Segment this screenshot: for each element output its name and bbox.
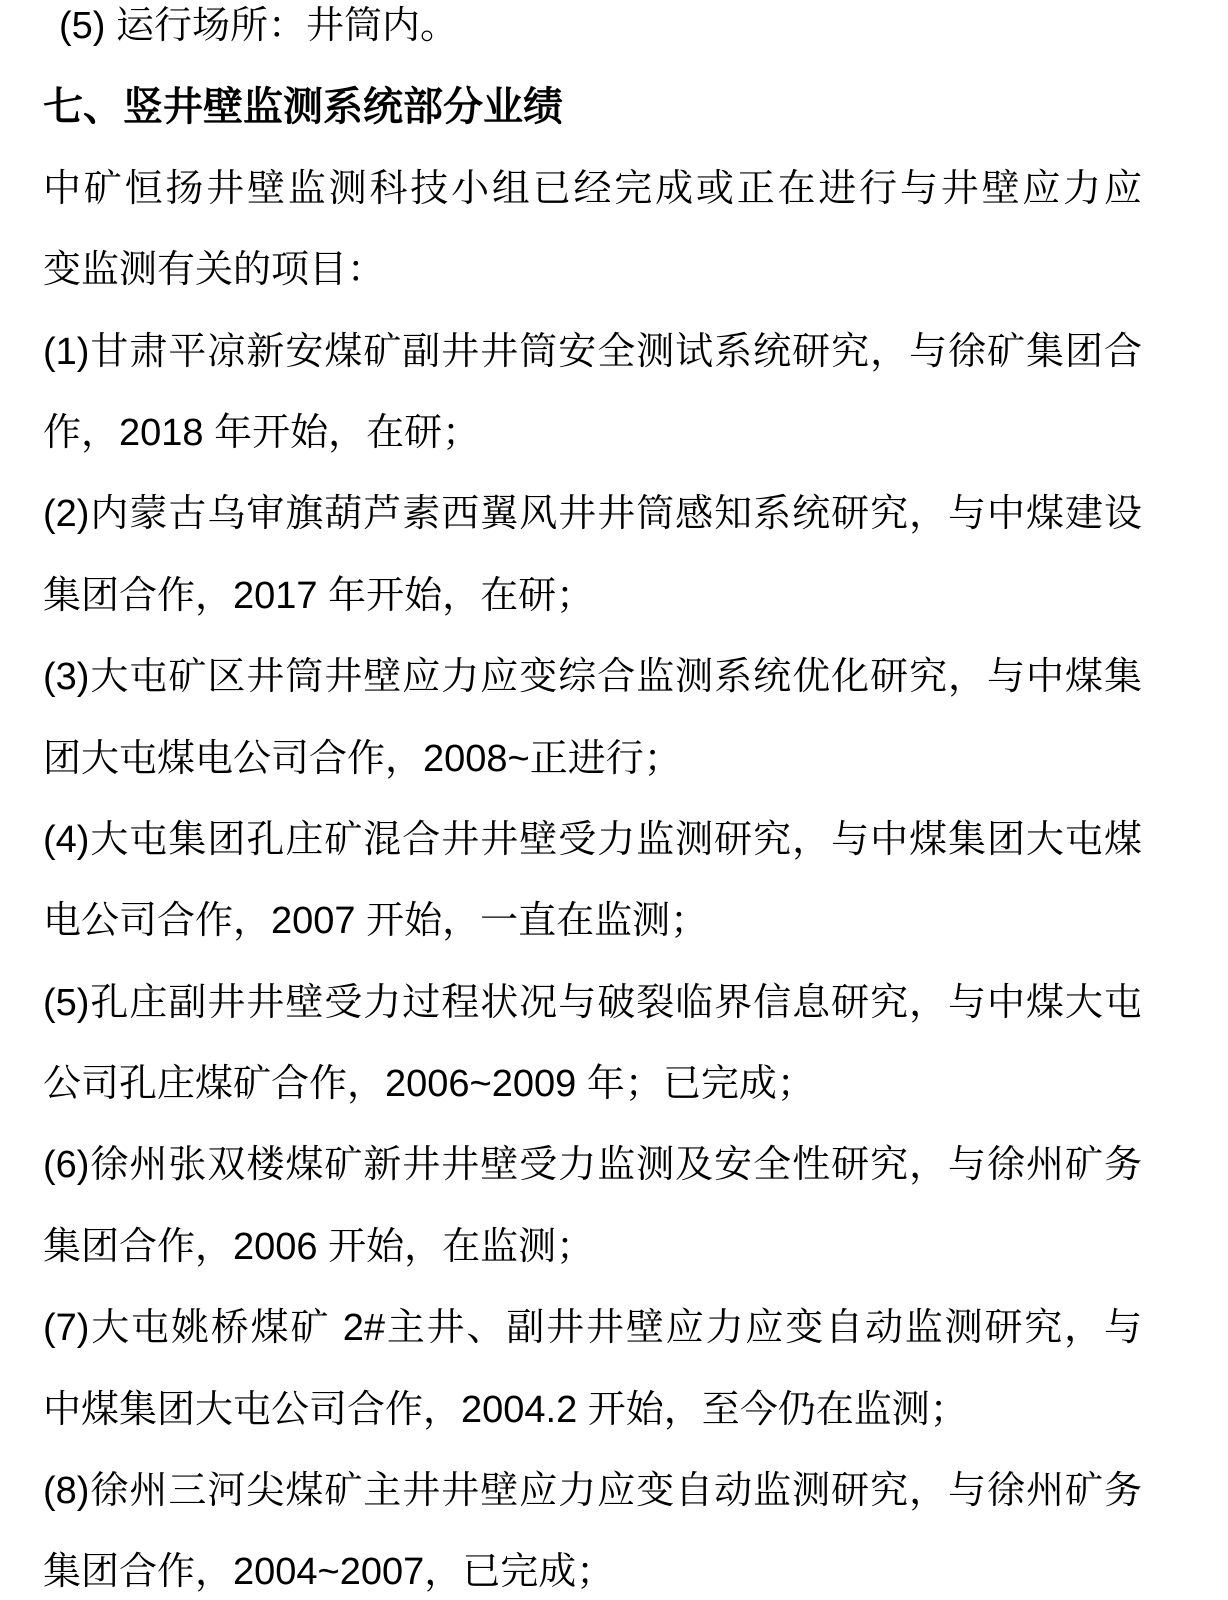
section-heading: 七、竖井壁监测系统部分业绩 xyxy=(43,85,563,130)
project-1-line-1: (1)甘肃平凉新安煤矿副井井筒安全测试系统研究，与徐矿集团合 xyxy=(43,330,1142,373)
project-3-line-2: 团大屯煤电公司合作，2008~正进行； xyxy=(43,737,682,780)
project-7-line-1: (7)大屯姚桥煤矿 2#主井、副井井壁应力应变自动监测研究，与 xyxy=(43,1307,1142,1350)
project-6-line-1: (6)徐州张双楼煤矿新井井壁受力监测及安全性研究，与徐州矿务 xyxy=(43,1144,1142,1187)
project-4-line-2: 电公司合作，2007 开始，一直在监测； xyxy=(43,900,709,943)
project-1-line-2: 作，2018 年开始，在研； xyxy=(43,411,481,454)
project-3-line-1: (3)大屯矿区井筒井壁应力应变综合监测系统优化研究，与中煤集 xyxy=(43,656,1142,699)
project-8-line-1: (8)徐州三河尖煤矿主井井壁应力应变自动监测研究，与徐州矿务 xyxy=(43,1470,1142,1513)
intro-paragraph-line-2: 变监测有关的项目： xyxy=(43,249,386,292)
project-5-line-2: 公司孔庄煤矿合作，2006~2009 年；已完成； xyxy=(43,1063,815,1106)
project-2-line-1: (2)内蒙古乌审旗葫芦素西翼风井井筒感知系统研究，与中煤建设 xyxy=(43,493,1142,536)
project-2-line-2: 集团合作，2017 年开始，在研； xyxy=(43,574,595,617)
project-6-line-2: 集团合作，2006 开始，在监测； xyxy=(43,1225,595,1268)
project-8-line-2: 集团合作，2004~2007，已完成； xyxy=(43,1551,615,1594)
project-5-line-1: (5)孔庄副井井壁受力过程状况与破裂临界信息研究，与中煤大屯 xyxy=(43,981,1142,1024)
project-7-line-2: 中煤集团大屯公司合作，2004.2 开始，至今仍在监测； xyxy=(43,1388,968,1431)
prev-section-item-5-line: (5) 运行场所：井筒内。 xyxy=(59,5,459,47)
project-4-line-1: (4)大屯集团孔庄矿混合井井壁受力监测研究，与中煤集团大屯煤 xyxy=(43,818,1142,861)
intro-paragraph-line-1: 中矿恒扬井壁监测科技小组已经完成或正在进行与井壁应力应 xyxy=(43,167,1142,210)
